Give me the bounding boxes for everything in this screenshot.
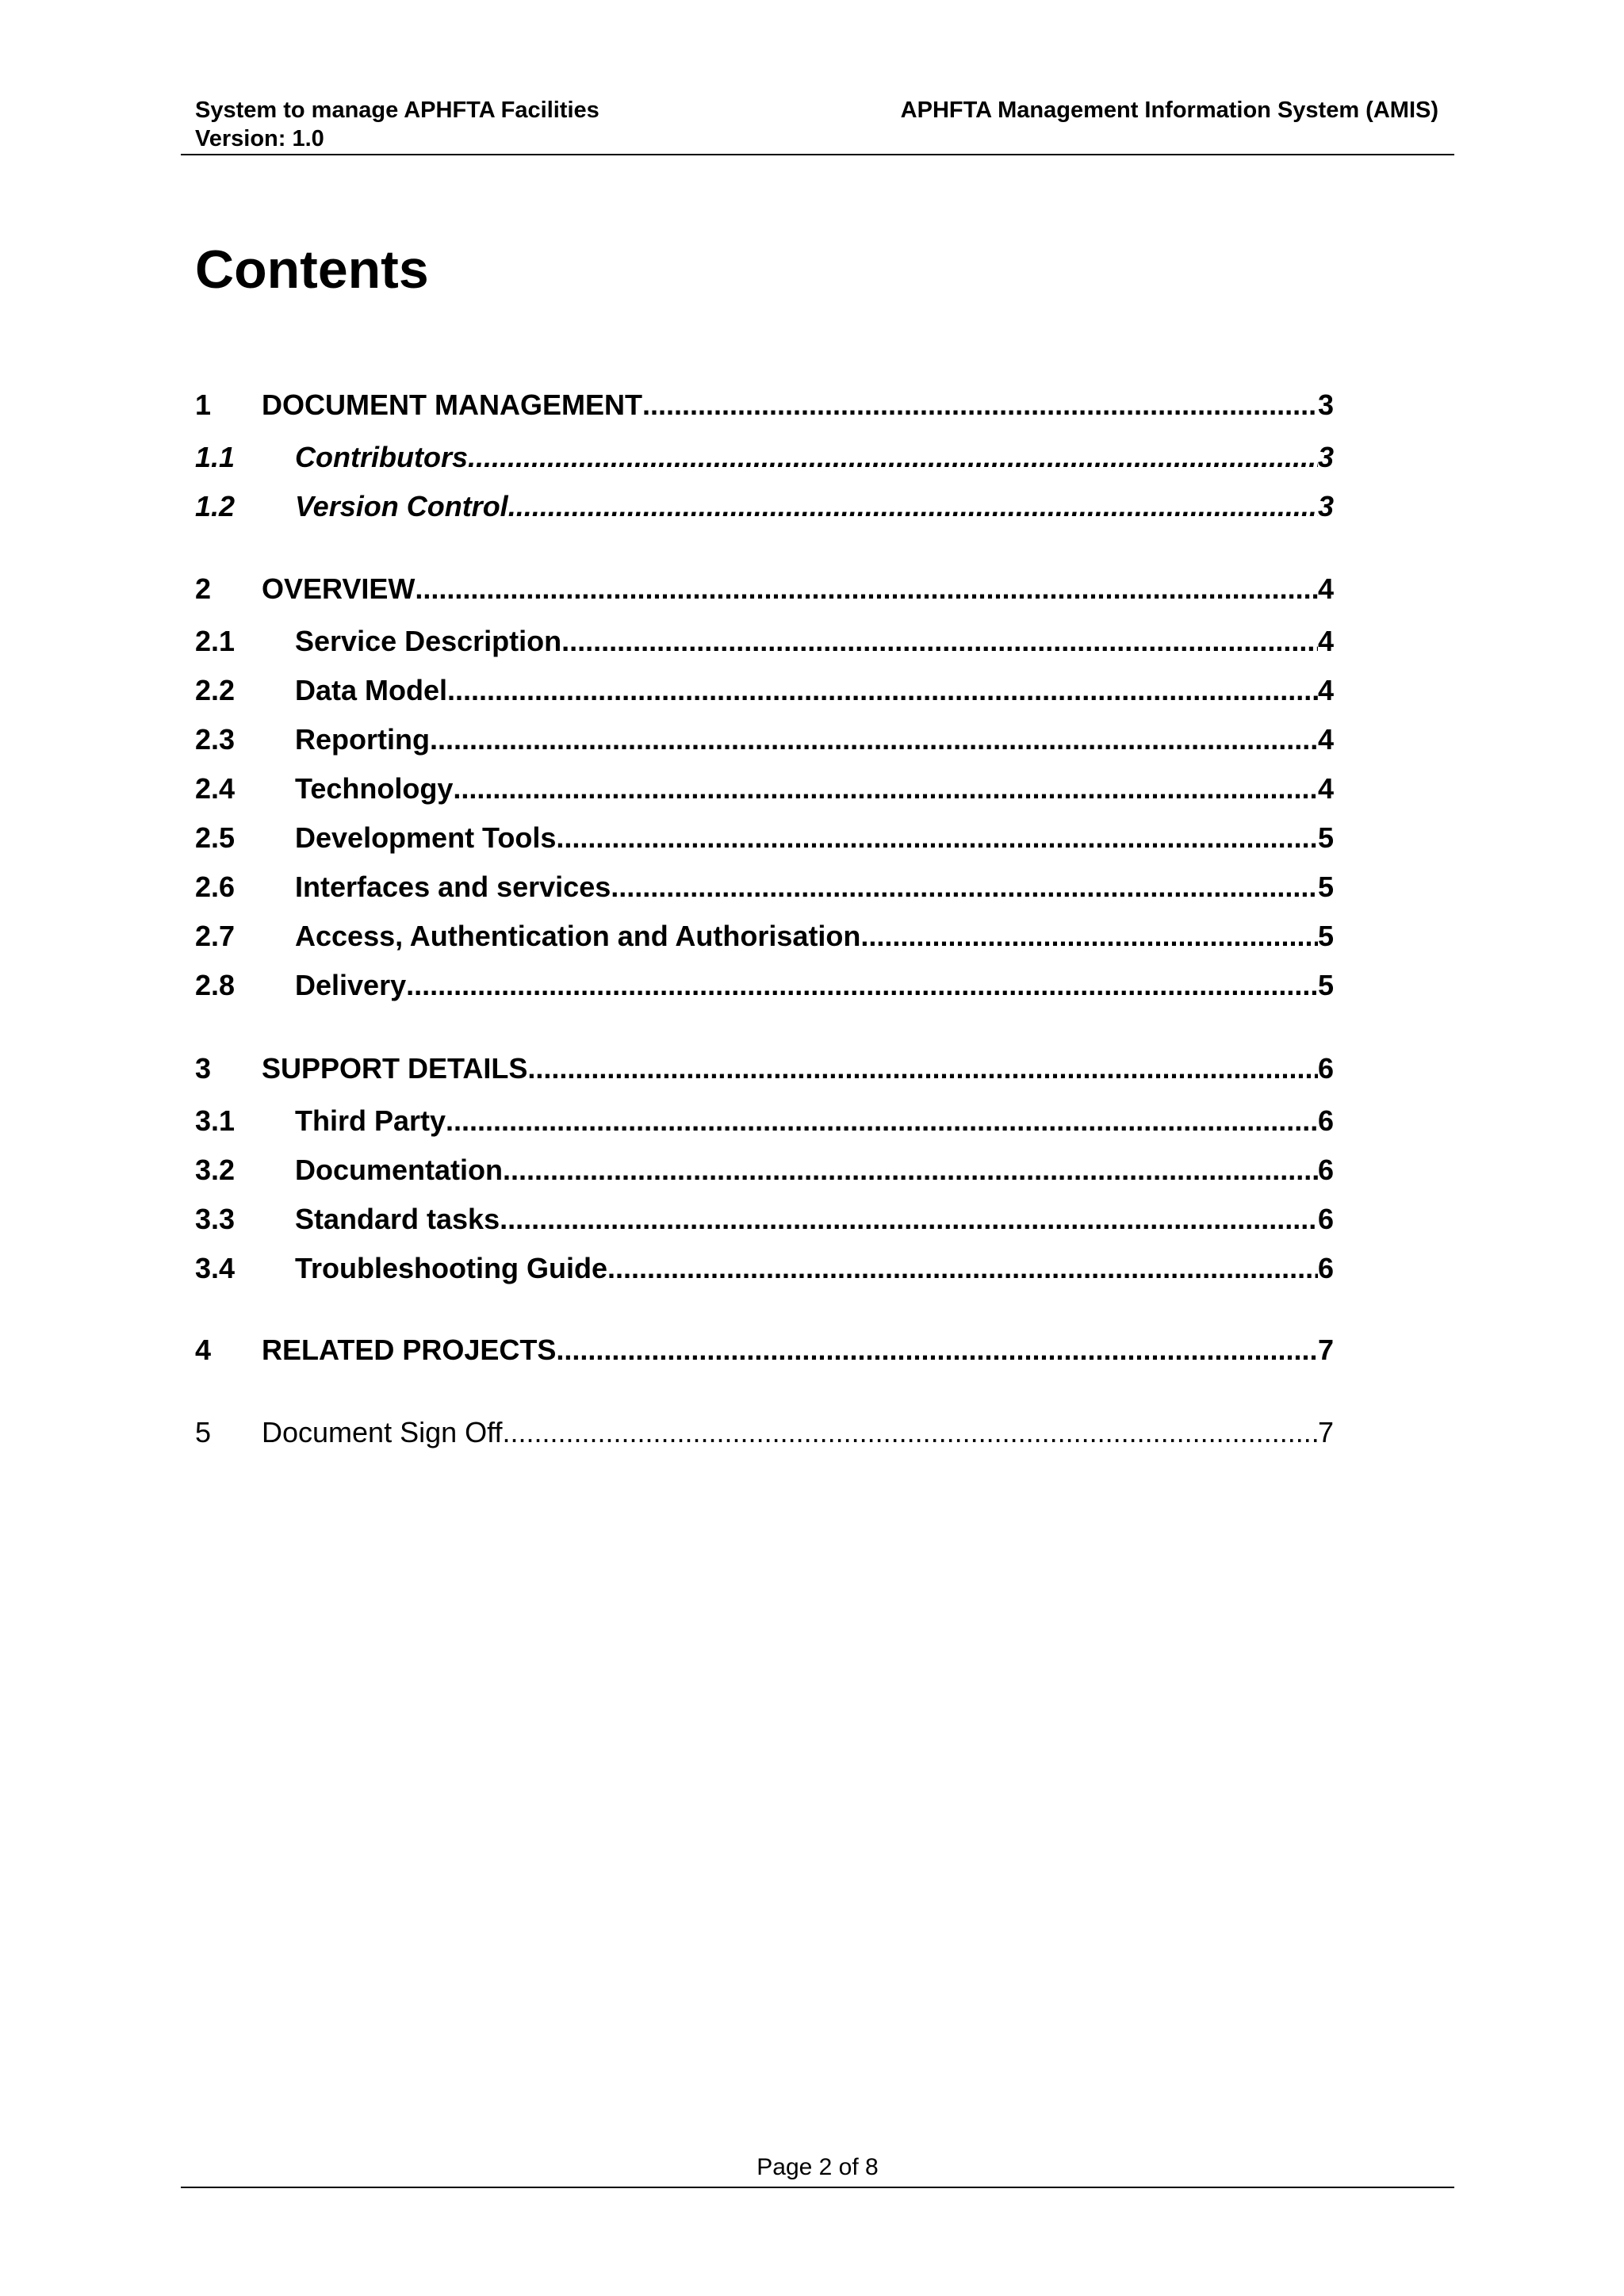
toc-entry-page: 6 xyxy=(1317,1154,1334,1186)
header-system-title: System to manage APHFTA Facilities xyxy=(195,98,599,123)
toc-entry[interactable] xyxy=(195,869,1334,905)
toc-dot-leader xyxy=(508,488,1318,525)
toc-dot-leader xyxy=(500,1201,1318,1238)
toc-entry-page: 3 xyxy=(1317,441,1334,473)
toc-entry-page: 5 xyxy=(1317,920,1334,952)
toc-entry-page: 5 xyxy=(1317,969,1334,1001)
toc-dot-leader xyxy=(468,439,1318,476)
toc-entry-number: 3 xyxy=(195,1052,212,1085)
toc-entry-page: 5 xyxy=(1317,871,1334,903)
page-footer xyxy=(181,2152,1454,2188)
toc-dot-leader xyxy=(556,820,1318,856)
toc-entry-number: 1.2 xyxy=(195,490,236,522)
toc-entry-number: 2.2 xyxy=(195,674,236,706)
toc-entry-label: Interfaces and services xyxy=(295,871,611,903)
toc-entry-page: 4 xyxy=(1317,772,1334,805)
toc-entry-number: 2.4 xyxy=(195,772,236,805)
toc-dot-leader xyxy=(430,721,1318,758)
toc-entry-page: 7 xyxy=(1317,1334,1334,1366)
toc-entry-label: Development Tools xyxy=(295,821,557,854)
toc-dot-leader xyxy=(503,1414,1318,1451)
toc-dot-leader xyxy=(527,1050,1318,1087)
toc-entry-number: 2.8 xyxy=(195,969,236,1001)
toc-entry-label: Reporting xyxy=(295,723,430,756)
toc-entry-page: 4 xyxy=(1317,572,1334,605)
toc-entry[interactable] xyxy=(195,1050,1334,1087)
toc-dot-leader xyxy=(642,387,1318,423)
toc-entry[interactable] xyxy=(195,488,1334,525)
toc-entry-number: 3.1 xyxy=(195,1104,236,1137)
toc-entry-number: 2 xyxy=(195,572,212,605)
toc-entry[interactable] xyxy=(195,918,1334,955)
header-document-title: APHFTA Management Information System (AMIS) xyxy=(900,98,1438,123)
toc-entry-label: DOCUMENT MANAGEMENT xyxy=(262,388,642,421)
toc-entry[interactable] xyxy=(195,771,1334,807)
toc-entry[interactable] xyxy=(195,721,1334,758)
toc-entry-page: 3 xyxy=(1317,388,1334,421)
toc-entry[interactable] xyxy=(195,623,1334,660)
toc-dot-leader xyxy=(446,1103,1318,1139)
toc-entry[interactable] xyxy=(195,820,1334,856)
toc-entry-label: Third Party xyxy=(295,1104,446,1137)
toc-entry[interactable] xyxy=(195,1250,1334,1287)
toc-dot-leader xyxy=(453,771,1318,807)
toc-entry-label: OVERVIEW xyxy=(262,572,416,605)
toc-entry-page: 6 xyxy=(1317,1104,1334,1137)
toc-entry[interactable] xyxy=(195,967,1334,1004)
toc-entry-label: Service Description xyxy=(295,625,562,657)
toc-entry-number: 3.4 xyxy=(195,1252,236,1284)
toc-entry-label: Version Control xyxy=(295,490,508,522)
toc-entry-label: RELATED PROJECTS xyxy=(262,1334,557,1366)
toc-dot-leader xyxy=(415,571,1318,607)
toc-dot-leader xyxy=(447,672,1318,709)
toc-entry-number: 4 xyxy=(195,1334,212,1366)
toc-entry[interactable] xyxy=(195,1414,1334,1451)
toc-entry[interactable] xyxy=(195,1332,1334,1368)
toc-entry-page: 6 xyxy=(1317,1252,1334,1284)
toc-entry-page: 7 xyxy=(1317,1416,1334,1448)
toc-entry[interactable] xyxy=(195,1201,1334,1238)
toc-entry-number: 1.1 xyxy=(195,441,236,473)
toc-entry-label: Troubleshooting Guide xyxy=(295,1252,607,1284)
toc-entry-number: 3.3 xyxy=(195,1203,236,1235)
toc-entry-number: 2.7 xyxy=(195,920,236,952)
toc-entry-number: 2.1 xyxy=(195,625,236,657)
toc-entry-number: 5 xyxy=(195,1416,212,1448)
toc-entry-label: Document Sign Off xyxy=(262,1416,503,1448)
toc-entry-page: 6 xyxy=(1317,1052,1334,1085)
toc-dot-leader xyxy=(503,1152,1318,1188)
toc-entry[interactable] xyxy=(195,571,1334,607)
toc-entry-label: Standard tasks xyxy=(295,1203,500,1235)
toc-entry-number: 2.5 xyxy=(195,821,236,854)
toc-entry-label: Documentation xyxy=(295,1154,504,1186)
toc-dot-leader xyxy=(556,1332,1318,1368)
toc-entry-page: 4 xyxy=(1317,723,1334,756)
toc-dot-leader xyxy=(406,967,1318,1004)
toc-entry[interactable] xyxy=(195,1152,1334,1188)
toc-entry-page: 3 xyxy=(1317,490,1334,522)
toc-entry-number: 3.2 xyxy=(195,1154,236,1186)
toc-entry-page: 4 xyxy=(1317,625,1334,657)
toc-dot-leader xyxy=(561,623,1318,660)
toc-entry-label: Contributors xyxy=(295,441,468,473)
toc-entry[interactable] xyxy=(195,672,1334,709)
toc-entry-number: 2.3 xyxy=(195,723,236,756)
toc-dot-leader xyxy=(611,869,1318,905)
toc-entry-label: Access, Authentication and Authorisation xyxy=(295,920,861,952)
toc-dot-leader xyxy=(860,918,1318,955)
toc-entry-label: Delivery xyxy=(295,969,407,1001)
toc-entry-label: Technology xyxy=(295,772,454,805)
toc-entry-page: 4 xyxy=(1317,674,1334,706)
toc-entry-number: 2.6 xyxy=(195,871,236,903)
toc-entry-page: 6 xyxy=(1317,1203,1334,1235)
toc-entry-label: SUPPORT DETAILS xyxy=(262,1052,528,1085)
header-version: Version: 1.0 xyxy=(195,126,324,151)
page-header xyxy=(181,97,1454,155)
toc-entry-label: Data Model xyxy=(295,674,448,706)
toc-entry[interactable] xyxy=(195,439,1334,476)
toc-entry-page: 5 xyxy=(1317,821,1334,854)
toc-entry[interactable] xyxy=(195,1103,1334,1139)
page-number: Page 2 of 8 xyxy=(756,2154,879,2180)
page-title: Contents xyxy=(195,239,429,300)
toc-entry-number: 1 xyxy=(195,388,212,421)
toc-entry[interactable] xyxy=(195,387,1334,423)
toc-dot-leader xyxy=(607,1250,1318,1287)
